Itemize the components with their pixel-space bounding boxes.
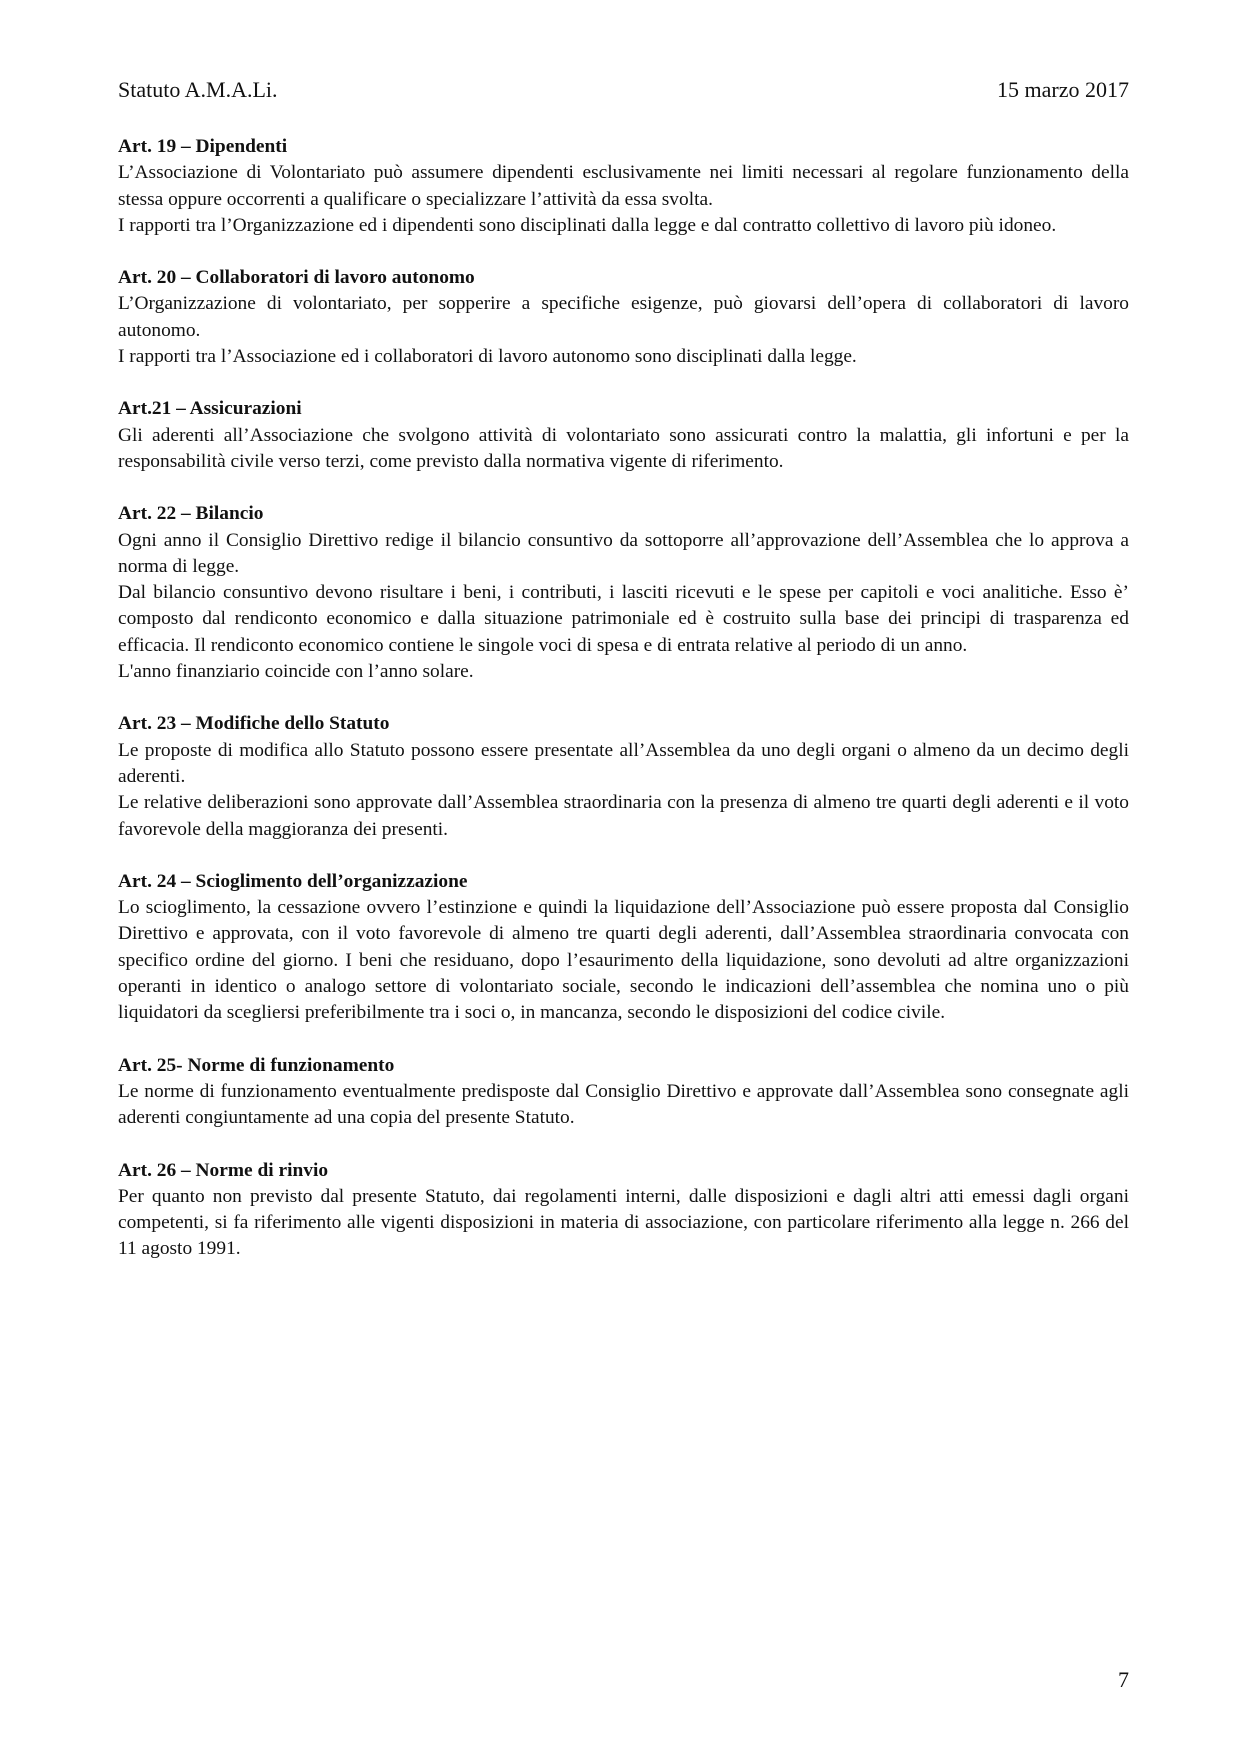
article-paragraph: Ogni anno il Consiglio Direttivo redige il bilancio consuntivo da sottoporre all’approvazione dell’Assemblea che lo approva a norma di legge. (118, 529, 1129, 577)
document-body (118, 134, 1129, 1289)
article-paragraph: Gli aderenti all’Associazione che svolgono attività di volontariato sono assicurati contro la malattia, gli infortuni e per la responsabilità civile verso terzi, come previsto dalla normativa vigente di riferimento. (118, 424, 1129, 472)
header-date: 15 marzo 2017 (997, 77, 1129, 102)
article-paragraph: L’Organizzazione di volontariato, per sopperire a specifiche esigenze, può giovarsi dell’opera di collaboratori di lavoro autonomo. (118, 293, 1129, 341)
page-header (118, 76, 1129, 104)
article-paragraph: Per quanto non previsto dal presente Statuto, dai regolamenti interni, dalle disposizioni e dagli altri atti emessi dagli organi competenti, si fa riferimento alle vigenti disposizioni in materia di associazione, con particolare riferimento alla legge n. 266 del 11 agosto 1991. (118, 1185, 1129, 1260)
article-22 (118, 501, 1129, 685)
article-title: Art.21 – Assicurazioni (118, 398, 302, 420)
article-19 (118, 134, 1129, 239)
header-document-title: Statuto A.M.A.Li. (118, 77, 278, 102)
article-25 (118, 1053, 1129, 1132)
article-20 (118, 265, 1129, 370)
article-paragraph: L’Associazione di Volontariato può assumere dipendenti esclusivamente nei limiti necessari al regolare funzionamento della stessa oppure occorrenti a qualificare o specializzare l’attività da essa svolta. (118, 162, 1129, 210)
article-23 (118, 711, 1129, 842)
article-title: Art. 22 – Bilancio (118, 503, 264, 525)
article-paragraph: I rapporti tra l’Associazione ed i collaboratori di lavoro autonomo sono disciplinati dalla legge. (118, 346, 857, 368)
article-title: Art. 25- Norme di funzionamento (118, 1054, 395, 1076)
article-title: Art. 24 – Scioglimento dell’organizzazione (118, 870, 468, 892)
article-paragraph: Le proposte di modifica allo Statuto possono essere presentate all’Assemblea da uno degli organi o almeno da un decimo degli aderenti. (118, 739, 1129, 787)
article-paragraph: Dal bilancio consuntivo devono risultare i beni, i contributi, i lasciti ricevuti e le spese per capitoli e voci analitiche. Esso è’ composto dal rendiconto economico e dalla situazione patrimoniale ed è costruito sulla base dei principi di trasparenza ed efficacia. Il rendiconto economico contiene le singole voci di spesa e di entrata relative al periodo di un anno. (118, 582, 1129, 656)
article-paragraph: Le norme di funzionamento eventualmente predisposte dal Consiglio Direttivo e approvate dall’Assemblea sono consegnate agli aderenti congiuntamente ad una copia del presente Statuto. (118, 1080, 1129, 1129)
article-title: Art. 19 – Dipendenti (118, 136, 288, 157)
article-24 (118, 869, 1129, 1027)
article-26 (118, 1158, 1129, 1263)
article-title: Art. 26 – Norme di rinvio (118, 1159, 329, 1181)
article-paragraph: L'anno finanziario coincide con l’anno solare. (118, 661, 474, 683)
article-paragraph: Le relative deliberazioni sono approvate dall’Assemblea straordinaria con la presenza di almeno tre quarti degli aderenti e il voto favorevole della maggioranza dei presenti. (118, 792, 1129, 840)
article-paragraph: Lo scioglimento, la cessazione ovvero l’estinzione e quindi la liquidazione dell’Associazione può essere proposta dal Consiglio Direttivo e approvata, con il voto favorevole di almeno tre quarti degli aderenti, dall’Assemblea straordinaria convocata con specifico ordine del giorno. I beni che residuano, dopo l’esaurimento della liquidazione, sono devoluti ad altre organizzazioni operanti in identico o analogo settore di volontariato sociale, secondo le indicazioni dell’assemblea che nomina uno o più liquidatori da scegliersi preferibilmente tra i soci o, in mancanza, secondo le disposizioni del codice civile. (118, 897, 1129, 1024)
article-title: Art. 20 – Collaboratori di lavoro autonomo (118, 267, 475, 289)
page-number: 7 (1118, 1667, 1129, 1692)
article-21 (118, 396, 1129, 475)
article-title: Art. 23 – Modifiche dello Statuto (118, 713, 390, 735)
article-paragraph: I rapporti tra l’Organizzazione ed i dipendenti sono disciplinati dalla legge e dal contratto collettivo di lavoro più idoneo. (118, 214, 1057, 236)
